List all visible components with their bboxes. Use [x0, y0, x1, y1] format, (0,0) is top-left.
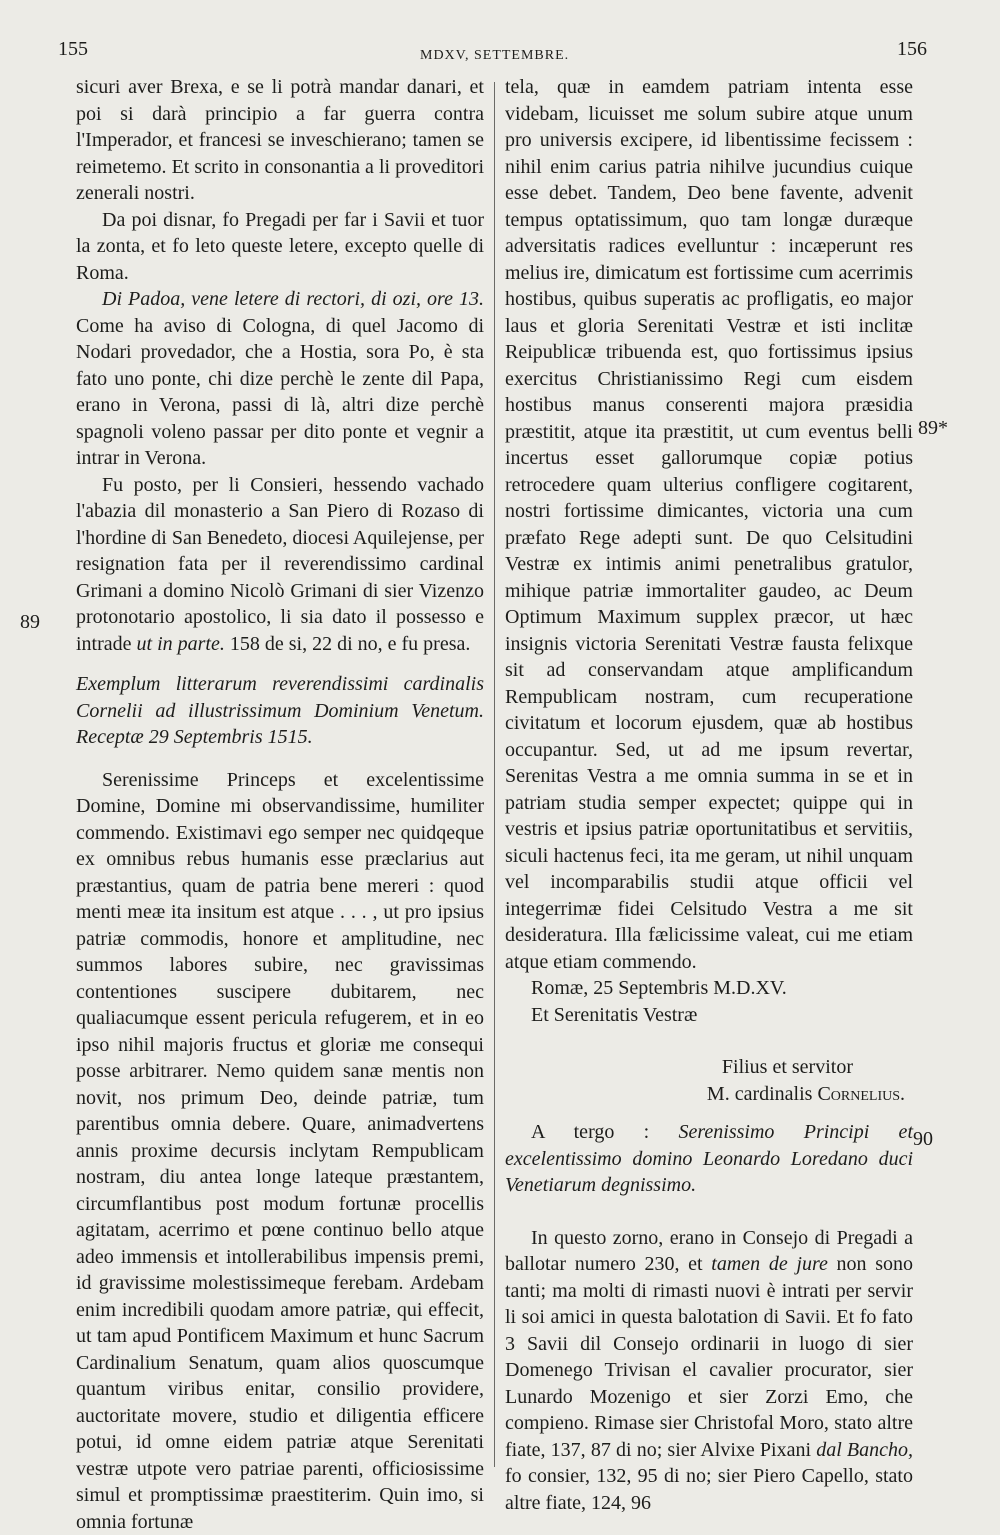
signature-text: M. cardinalis [707, 1083, 818, 1105]
running-title: MDXV, SETTEMBRE. [420, 48, 569, 64]
italic-text: Serenissimo Principi et excelentissimo domino Leonardo Loredano duci Venetiarum degnissimo. [505, 1121, 913, 1196]
letter-closing: Et Serenitatis Vestræ [505, 1002, 913, 1029]
paragraph [76, 286, 484, 472]
paragraph [76, 472, 484, 658]
paragraph-text: In questo zorno, erano in Consejo di Pregadi a ballotar numero 230, et [505, 1227, 913, 1276]
margin-number-89: 89 [20, 611, 40, 634]
left-column [76, 74, 484, 1535]
margin-number-89-star: 89* [918, 417, 948, 440]
page-number-left: 155 [58, 38, 88, 61]
margin-number-90: 90 [913, 1128, 933, 1151]
italic-text: Di Padoa, vene letere di rectori, di ozi, ore 13. [102, 288, 484, 310]
spacer [505, 1199, 913, 1225]
address-on-back [505, 1119, 913, 1199]
tergo-label: A tergo : [531, 1121, 679, 1143]
signature-line [505, 1081, 913, 1108]
column-divider [494, 82, 495, 1467]
paragraph-text: non sono tanti; ma molti di rimasti nuovi è intrati per servir li soi amici in questa balotation di Savii. Et fo fato 3 Savii dil Consejo ordinarii in luogo di sier Domenego Trivisan el cavalier procurator, sier Lunardo Mozenigo et sier Zorzi Emo, che compieno. Rimase sier Christofal Moro, stato altre fiate, 137, 87 di no; sier Alvixe Pixani [505, 1253, 913, 1461]
paragraph-text: fo consier, 132, 95 di no; sier Piero Capello, stato altre fiate, 124, 96 [505, 1465, 913, 1514]
letter-body: Serenissime Princeps et excelentissime Domine, Domine mi observandissime, humiliter commendo. Existimavi ego semper nec quidqeque ex omnibus rebus humanis esse præclarius aut præstantius, quam de patria bene mereri : quod menti meæ ita insitum est atque . . . , ut pro ipsius patriæ commodis, honore et amplitudine, nec summos labores subire, nec gravissimas contentiones suscipere dubitarem, nec qualiacumque essent pericula refugerem, et in eo ipso nihil majoris fructus et gloriæ me consequi posse arbitrarer. Nemo quidem sanæ mentis non novit, nos primum Deo, deinde patriæ, tum parentibus omnia debere. Quare, animadvertens annis proxime decursis inclytam Rempublicam nostram, diu antea longe lateque præstantem, circumflantibus post modum fortunæ procellis agitatam, acerrimo et pœne continuo bello atque adeo immensis et intollerabilibus impensis premi, id gravissime molestissimeque ferebam. Ardebam enim incredibili quodam amore patriæ, qui effecit, ut tam apud Pontificem Maximum et hunc Sacrum Cardinalium Senatum, quam alios quoscumque quantum viribus enitar, consilio providere, auctoritate movere, studio et diligentia efficere potui, id omne eidem patriæ atque Serenitati vestræ utpote vero patriae parenti, officiosissime simul et promptissimæ praestiterim. Quin imo, si omnia fortunæ [76, 767, 484, 1535]
signature-line: Filius et servitor [505, 1054, 913, 1081]
letter-body: tela, quæ in eamdem patriam intenta esse videbam, licuisset me solum subire atque unum pro universis excipere, id libentissime fecissem : nihil enim carius patria nihilve jucundius cuique esse debet. Tandem, Deo bene favente, advenit tempus optatissimum, quo tam longæ duræque adversitatis radices evelluntur : incæperunt res melius ire, dimicatum est fortissime cum acerrimis hostibus, quibus superatis ac profligatis, eo major laus et gloria Serenitati Vestræ et isti inclitæ Reipublicæ tribuenda est, quo fortissimus ipsius exercitus Christianissimo Regi cum eisdem hostibus manus conserenti majora præsidia præstitit, atque ita præstitit, ut cum eventus belli incertus esset gallorumque copiæ potius retrocedere quam ulterius confligere cogitarent, nostri fortissime dimicantes, victoria una cum præfato Rege adepti sunt. De quo Celsitudini Vestræ ex intimis animi penetralibus gratulor, mihique patriæ immortaliter gaudeo, ac Deum Optimum Maximum supplex præcor, ut hæc insignis victoria Serenitati Vestræ fausta felixque sit ad conservandam atque amplificandum Rempublicam nostram, cum recuperatione civitatum et locorum ejusdem, quæ ab hostibus occupantur. Sed, ut ad me ipsum revertar, Serenitas Vestra a me omnia summa in se et in patriam studia semper expectet; quippe qui in vestris et ipsius patriæ oportunitatibus et servitiis, siculi hactenus feci, ita me geram, ut nihil unquam vel incomparabilis studii atque officii vel integerrimæ fidei Celsitudo Vestra a me sit desideratura. Illa fælicissime valeat, cui me etiam atque etiam commendo. [505, 74, 913, 975]
signature-name: Cornelius. [817, 1083, 905, 1105]
paragraph-text: 158 de si, 22 di no, e fu presa. [225, 633, 471, 655]
paragraph-text: Fu posto, per li Consieri, hessendo vachado l'abazia dil monasterio a San Piero di Rozaso di l'hordine di San Benedeto, diocesi Aquilejense, per resignation fata per il reverendissimo cardinal Grimani a domino Nicolò Grimani di sier Vizenzo protonotario apostolico, li sia dato il possesso e intrade [76, 474, 484, 655]
italic-text: ut in parte. [137, 633, 225, 655]
page-number-right: 156 [897, 38, 927, 61]
italic-text: dal Bancho, [816, 1439, 913, 1461]
paragraph [505, 1225, 913, 1517]
letter-heading: Exemplum litterarum reverendissimi cardinalis Cornelii ad illustrissimum Dominium Venetum. Receptæ 29 Septembris 1515. [76, 671, 484, 751]
paragraph: Da poi disnar, fo Pregadi per far i Savii et tuor la zonta, et fo leto queste letere, excepto quelle di Roma. [76, 207, 484, 287]
letter-date: Romæ, 25 Septembris M.D.XV. [505, 975, 913, 1002]
paragraph-text: Come ha aviso di Cologna, di quel Jacomo di Nodari provedador, che a Hostia, sora Po, è sta fato uno ponte, chi dize perchè le zente dil Papa, erano in Verona, passi di là, altri dize perchè spagnoli voleno passar per dito ponte et vegnir a intrar in Verona. [76, 315, 484, 470]
spacer [505, 1028, 913, 1054]
right-column [505, 74, 913, 1516]
paragraph: sicuri aver Brexa, e se li potrà mandar danari, et poi si darà principio a far guerra contra l'Imperador, et francesi se inveschierano; tamen se reimetemo. Et scrito in consonantia a li proveditori zenerali nostri. [76, 74, 484, 207]
italic-text: tamen de jure [711, 1253, 828, 1275]
